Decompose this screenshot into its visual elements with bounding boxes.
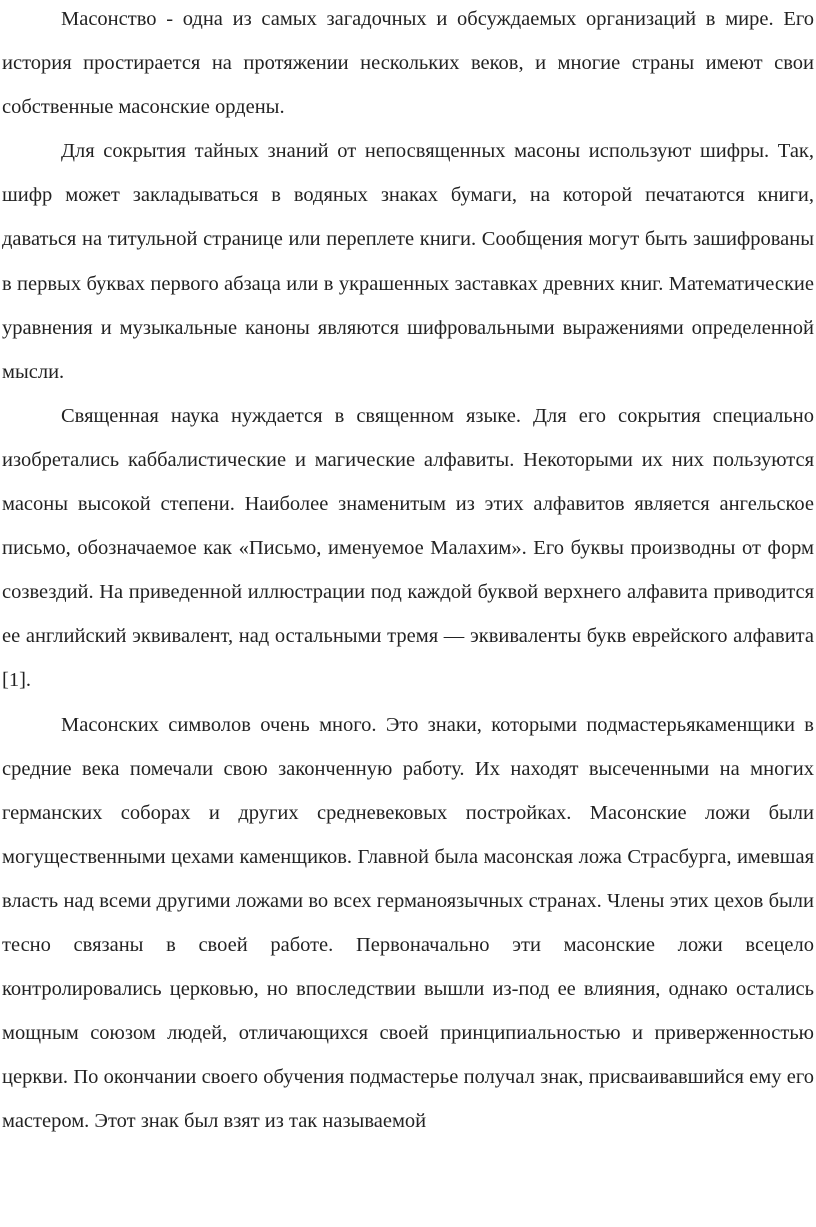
paragraph-masonic-symbols: Масонских символов очень много. Это знаки, которыми подмастерьякаменщики в средние века помечали свою законченную работу. Их находят высеченными на многих германских соборах и других средневековых постройках. Масонские ложи были могущественными цехами каменщиков. Главной была масонская ложа Страсбурга, имевшая власть над всеми другими ложами во всех германоязычных странах. Члены этих цехов были тесно связаны в своей работе. Первоначально эти масонские ложи всецело контролировались церковью, но впоследствии вышли из-под ее влияния, однако остались мощным союзом людей, отличающихся своей принципиальностью и приверженностью церкви. По окончании своего обучения подмастерье получал знак, присваивавшийся ему его мастером. Этот знак был взят из так называемой [2, 713, 814, 1133]
paragraph-ciphers: Для сокрытия тайных знаний от непосвященных масоны используют шифры. Так, шифр может закладываться в водяных знаках бумаги, на которой печатаются книги, даваться на титульной странице или переплете книги. Сообщения могут быть зашифрованы в первых буквах первого абзаца или в украшенных заставках древних книг. Математические уравнения и музыкальные каноны являются шифровальными выражениями определенной мысли. [2, 140, 814, 383]
paragraph-freemasonry-intro: Масонство - одна из самых загадочных и обсуждаемых организаций в мире. Его история простирается на протяжении нескольких веков, и многие страны имеют свои собственные масонские ордены. [2, 8, 814, 119]
paragraph-sacred-language: Священная наука нуждается в священном языке. Для его сокрытия специально изобретались каббалистические и магические алфавиты. Некоторыми их них пользуются масоны высокой степени. Наиболее знаменитым из этих алфавитов является ангельское письмо, обозначаемое как «Письмо, именуемое Малахим». Его буквы производны от форм созвездий. На приведенной иллюстрации под каждой буквой верхнего алфавита приводится ее английский эквивалент, над остальными тремя — эквиваленты букв еврейского алфавита [1]. [2, 404, 814, 692]
